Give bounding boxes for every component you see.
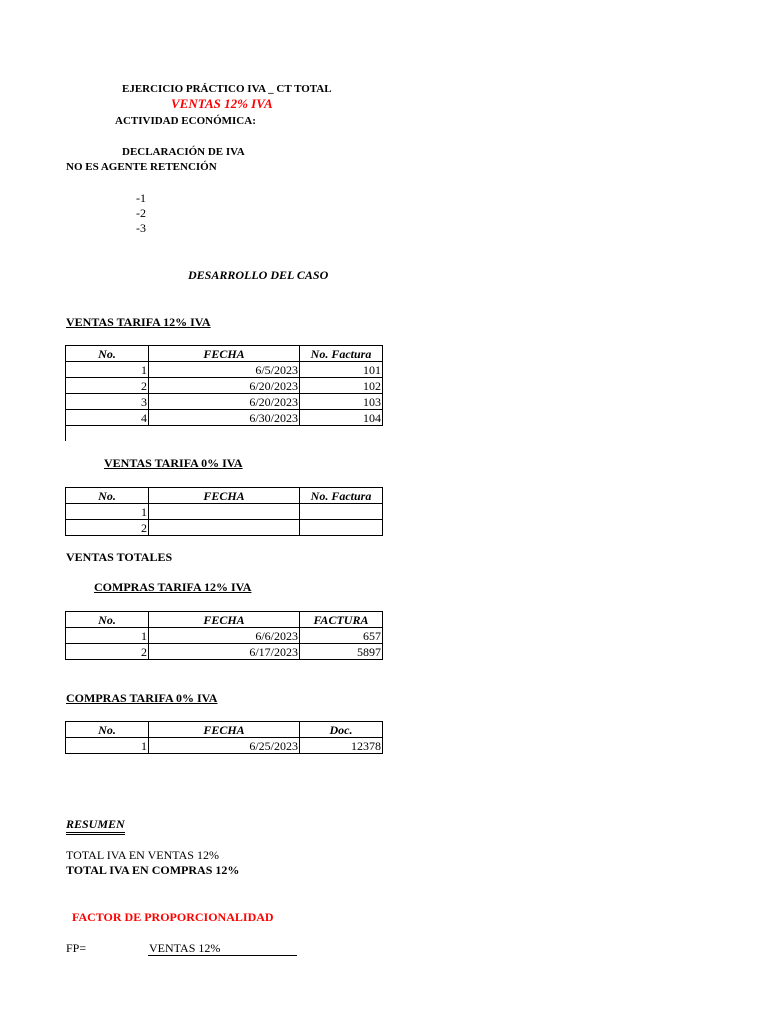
table-cell: 1 [66,504,149,520]
list-item: -2 [136,206,146,220]
ventas-totales-label: VENTAS TOTALES [66,550,173,564]
table-cell: 6/25/2023 [149,738,300,754]
table-cell: 3 [66,394,149,410]
table-row [66,644,383,660]
table-header-row [66,612,383,628]
fp-numerator: VENTAS 12% [149,941,221,955]
agent-label: NO ES AGENTE RETENCIÓN [66,161,217,173]
section-title-ventas-0: VENTAS TARIFA 0% IVA [104,456,243,470]
table-cell: 6/30/2023 [149,410,300,426]
table-row [66,738,383,754]
table-row [66,520,383,536]
development-title: DESARROLLO DEL CASO [188,268,329,282]
table-row [66,504,383,520]
table-cell: 101 [300,362,383,378]
column-header: FECHA [149,346,300,362]
table-header-row [66,488,383,504]
table-cell: 2 [66,520,149,536]
column-header: FECHA [149,722,300,738]
table-cell: 4 [66,410,149,426]
table-header-row [66,722,383,738]
column-header: No. [66,722,149,738]
column-header: No. [66,346,149,362]
table-cell: 12378 [300,738,383,754]
table-cell [300,504,383,520]
resumen-title: RESUMEN [66,817,125,835]
column-header: FACTURA [300,612,383,628]
table-cell: 6/20/2023 [149,378,300,394]
table-row [66,628,383,644]
fraction-line [148,955,297,956]
ventas-12-table [65,345,383,426]
table-header-row [66,346,383,362]
column-header: FECHA [149,488,300,504]
table-cell [149,520,300,536]
column-header: No. Factura [300,346,383,362]
document-title: EJERCICIO PRÁCTICO IVA _ CT TOTAL [122,83,332,95]
table-cell: 5897 [300,644,383,660]
table-cell: 2 [66,378,149,394]
ventas-0-table [65,487,383,536]
table-cell: 103 [300,394,383,410]
compras-12-table [65,611,383,660]
total-iva-ventas-label: TOTAL IVA EN VENTAS 12% [66,848,219,862]
table-row [66,378,383,394]
fp-label: FP= [66,941,87,955]
list-item: -1 [136,191,146,205]
column-header: FECHA [149,612,300,628]
factor-title: FACTOR DE PROPORCIONALIDAD [72,910,274,924]
table-cell: 6/17/2023 [149,644,300,660]
total-iva-compras-label: TOTAL IVA EN COMPRAS 12% [66,863,240,877]
table-cell [149,504,300,520]
compras-0-table [65,721,383,754]
column-header: No. Factura [300,488,383,504]
activity-label: ACTIVIDAD ECONÓMICA: [115,115,256,127]
table-cell: 1 [66,738,149,754]
table-cell: 6/6/2023 [149,628,300,644]
table-row [66,410,383,426]
document-subtitle: VENTAS 12% IVA [171,96,273,111]
column-header: Doc. [300,722,383,738]
table-cell: 1 [66,628,149,644]
section-title-ventas-12: VENTAS TARIFA 12% IVA [66,315,211,329]
list-item: -3 [136,221,146,235]
table-cell: 102 [300,378,383,394]
table-row [66,394,383,410]
section-title-compras-12: COMPRAS TARIFA 12% IVA [94,580,252,594]
table-cell: 657 [300,628,383,644]
table-cell [300,520,383,536]
table-cell: 1 [66,362,149,378]
section-title-compras-0: COMPRAS TARIFA 0% IVA [66,691,218,705]
table-row [66,362,383,378]
cell-border-divider [65,423,66,441]
column-header: No. [66,488,149,504]
column-header: No. [66,612,149,628]
declaration-label: DECLARACIÓN DE IVA [122,146,245,158]
table-cell: 104 [300,410,383,426]
table-cell: 2 [66,644,149,660]
table-cell: 6/20/2023 [149,394,300,410]
table-cell: 6/5/2023 [149,362,300,378]
